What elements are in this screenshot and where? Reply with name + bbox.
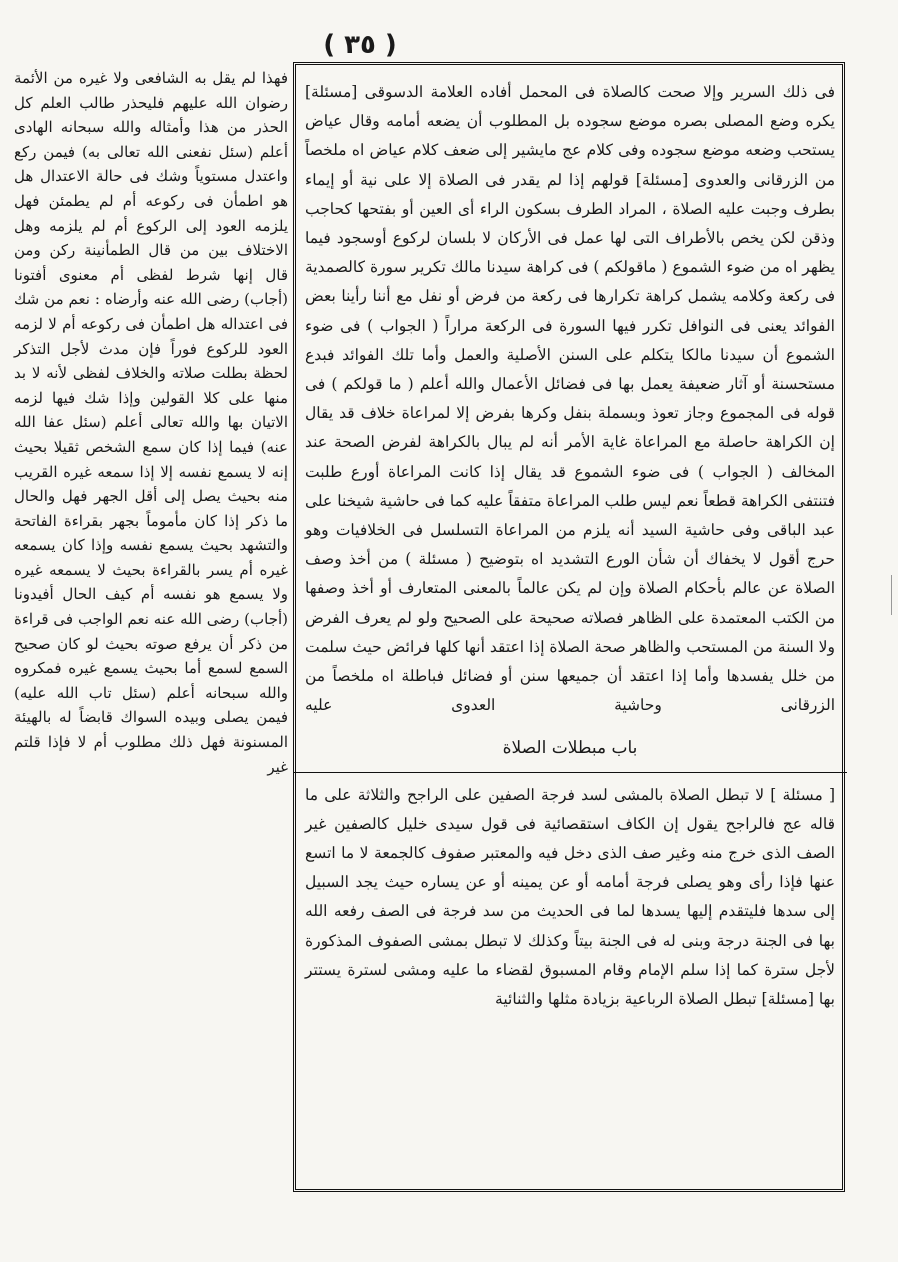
main-paragraph: فى ذلك السرير وإلا صحت كالصلاة فى المحمل أفاده العلامة الدسوقى [مسئلة] يكره وضع المصلى بصره موضع سجوده بل المطلوب أن يضعه أمامه وقال عياض يستحب وضعه موضع سجوده وفى كلام عج مايشير إلى ضعف كلام عياض اه ملخصاً من الزرقانى والعدوى [مسئلة] قولهم إذا لم يقدر فى الصلاة إلا على نية أو إيماء بطرف وجبت عليه الصلاة ، المراد الطرف بسكون الراء أى العين أو بفتحها كحاجب وذقن لكن يخص بالأطراف التى لها عمل فى الأركان لا بلسان لركوع أوسجود فيما يظهر اه من ضوء الشموع ( ماقولكم ) فى كراهة سيدنا مالك تكرير سورة كالصمدية فى ركعة وكلامه يشمل كراهة تكرارها فى ركعة من فرض أو نفل مع أننا رأينا بعض الفوائد يعنى فى النوافل تكرر فيها السورة فى الركعة مراراً ( الجواب ) فى ضوء الشموع أن سيدنا مالكا يتكلم على السنن الأصلية والعمل وأما تلك الفوائد فبدع مستحسنة أو آثار ضعيفة يعمل بها فى فضائل الأعمال والله أعلم ( ما قولكم ) فى قوله فى المجموع وجاز تعوذ وبسملة بنفل وكرها بفرض إلا لمراعاة خلاف قد يقال إن الكراهة حاصلة مع المراعاة غاية الأمر أنه لم يبال بالكراهة لفرض الصحة عند المخالف ( الجواب ) فى ضوء الشموع قد يقال إذا كانت المراعاة أورع طلبت فتنتفى الكراهة قطعاً نعم ليس طلب المراعاة متفقاً عليه كما فى حاشية شيخنا على عبد الباقى وفى حاشية السيد أنه يلزم من المراعاة التسلسل فى الخلافيات وهو حرج أقول لا يخفاك أن شأن الورع التشديد اه بتوضيح ( مسئلة ) من أخذ وصف الصلاة عن عالم بأحكام الصلاة وإن لم يكن عالماً بالمعنى المتعارف أو أخذ وصفها من الكتب المعتمدة على الظاهر فصلاته صحيحة على الصحيح ولو لم يعرف الفرض ولا السنة من المستحب والظاهر صحة الصلاة إذا اعتقد أنها كلها فرائض حيث سلمت من خلل يفسدها وأما إذا اعتقد أن جميعها سنن أو فضائل فباطلة اه ملخصاً من الزرقانى وحاشية العدوى عليه — [305, 83, 835, 715]
page-edge-mark — [887, 575, 892, 615]
main-paragraph-after-heading: [ مسئلة ] لا تبطل الصلاة بالمشى لسد فرجة الصفين على الراجح والثلاثة على ما قاله عج فالراجح يقول إن الكاف استقصائية فى قول سيدى خليل كالصفين غير الصف الذى خرج منه وغير صف الذى دخل فيه والمعتبر صفوف كالجمعة لا ما اتسع عنها فإذا رأى وهو يصلى فرجة أمامه أو عن يمينه أو عن يساره حيث يجد السبيل إلى سدها فليتقدم إليها يسدها لما فى الحديث من سد فرجة فى الصف رفعه الله بها فى الجنة درجة وبنى له فى الجنة بيتاً وكذلك لا تبطل بمشى الصفوف المذكورة لأجل سترة كما إذا سلم الإمام وقام المسبوق لقضاء ما عليه ومشى لسترة يستتر بها [مسئلة] تبطل الصلاة الرباعية بزيادة مثلها والثنائية — [305, 785, 836, 1009]
main-text-column — [305, 78, 835, 1014]
side-commentary-text: فهذا لم يقل به الشافعى ولا غيره من الأئمة رضوان الله عليهم فليحذر طالب العلم كل الحذر من هذا وأمثاله والله سبحانه الهادى أعلم (سئل نفعنى الله تعالى به) فيمن ركع واعتدل مستوياً وشك فى حالة الاعتدال هل هو اطمأن فى ركوعه أم لم يطمئن فهل يلزمه العود إلى الركوع أم لم يلزمه وهل الاختلاف بين من قال الطمأنينة ركن ومن قال إنها شرط لفظى أم معنوى أفتونا (أجاب) رضى الله عنه وأرضاه : نعم من شك فى اعتداله هل اطمأن فى ركوعه أم لا لزمه العود للركوع فوراً فإن مدث لأجل التذكر لحظة بطلت صلاته والخلاف لفظى لأنه لا بد منها على كلا القولين وإذا شك فيها لزمه الاتيان بها والله تعالى أعلم (سئل عفا الله عنه) فيما إذا كان سمع الشخص ثقيلا بحيث إنه لا يسمع نفسه إلا إذا سمعه غيره القريب منه بحيث يصل إلى أقل الجهر فهل والحال ما ذكر إذا كان مأموماً بجهر بقراءة الفاتحة والتشهد بحيث يسمع نفسه وإذا كان يسمعه غيره أم يسر بالقراءة بحيث لا يسمعه غيره ولا يسمع هو نفسه أم كيف الحال أفيدونا (أجاب) رضى الله عنه نعم الواجب فى قراءة من ذكر أن يرفع صوته بحيث لو كان صحيح السمع لسمع أما بحيث يسمع غيره فمكروه والله سبحانه أعلم (سئل تاب الله عليه) فيمن يصلى وبيده السواك قابضاً له بالهيئة المسنونة فهل ذلك مطلوب أم لا فإذا قلتم غير — [14, 69, 288, 776]
section-heading: باب مبطلات الصلاة — [502, 738, 638, 759]
side-commentary-column — [14, 66, 288, 779]
page-number: ( ٣٥ ) — [323, 30, 397, 60]
section-divider — [293, 772, 847, 773]
